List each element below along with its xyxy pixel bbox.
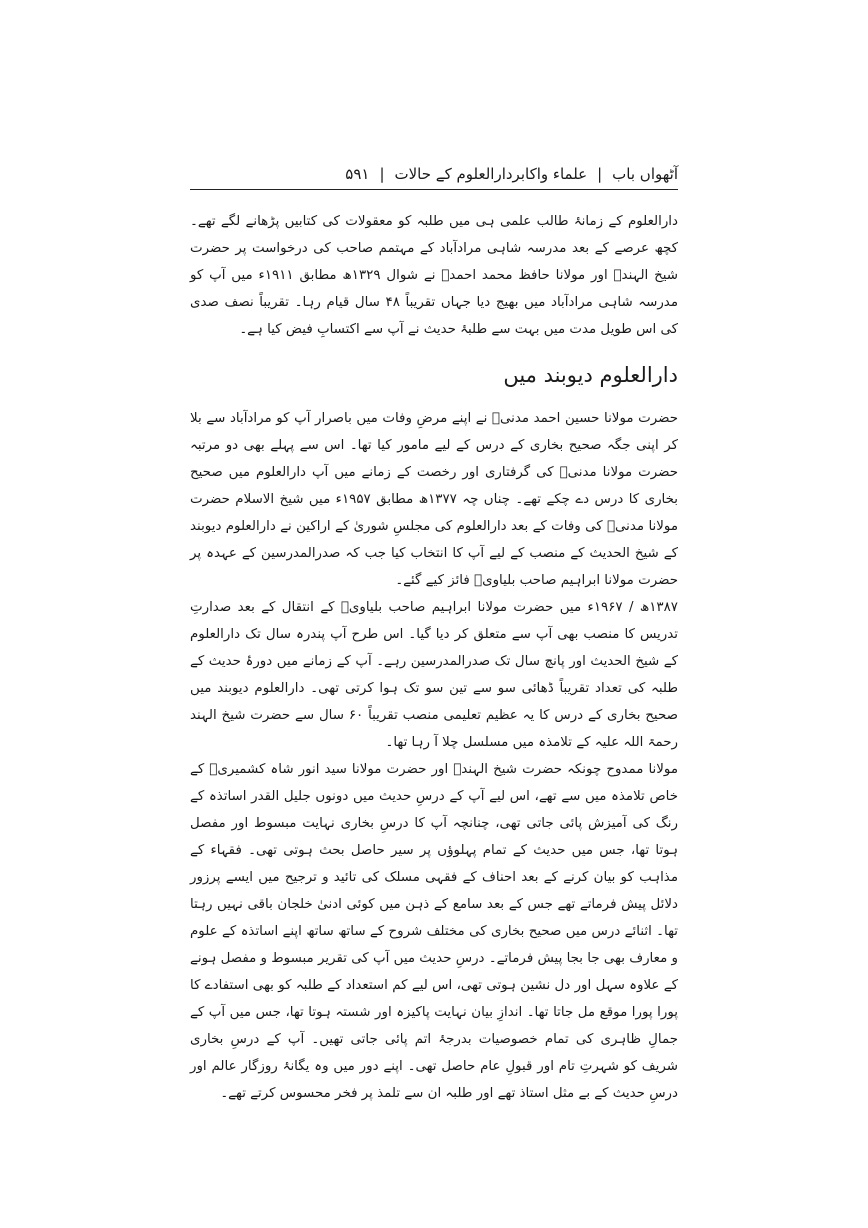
section-heading: دارالعلوم دیوبند میں: [503, 363, 678, 387]
page-body: [190, 208, 678, 1107]
paragraph-1: حضرت مولانا حسین احمد مدنیؒ نے اپنے مرضِ وفات میں باصرار آپ کو مرادآباد سے بلا کر اپنی جگہ صحیح بخاری کے درس کے لیے مامور کیا تھا۔ اس سے پہلے بھی دو مرتبہ حضرت مولانا مدنیؒ کی گرفتاری اور رخصت کے زمانے میں آپ دارالعلوم میں صحیح بخاری کا درس دے چکے تھے۔ چناں چہ ۱۳۷۷ھ مطابق ۱۹۵۷ء میں شیخ الاسلام حضرت مولانا مدنیؒ کی وفات کے بعد دارالعلوم کی مجلسِ شوریٰ کے اراکین نے دارالعلوم دیوبند کے شیخ الحدیث کے منصب کے لیے آپ کا انتخاب کیا جب کہ صدرالمدرسین کے عہدہ پر حضرت مولانا ابراہیم صاحب بلیاویؒ فائز کیے گئے۔: [190, 411, 678, 588]
running-header: [190, 148, 678, 184]
header-rule: [190, 189, 678, 190]
paragraph-3: مولانا ممدوح چونکہ حضرت شیخ الہندؒ اور حضرت مولانا سید انور شاہ کشمیریؒ کے خاص تلامذہ میں سے تھے، اس لیے آپ کے درسِ حدیث میں دونوں جلیل القدر اساتذہ کے رنگ کی آمیزش پائی جاتی تھی، چنانچہ آپ کا درسِ بخاری نہایت مبسوط اور مفصل ہوتا تھا، جس میں حدیث کے تمام پہلوؤں پر سیر حاصل بحث ہوتی تھی۔ فقہاء کے مذاہب کو بیان کرنے کے بعد احناف کے فقہی مسلک کی تائید و ترجیح میں ایسے پرزور دلائل پیش فرماتے تھے جس کے بعد سامع کے ذہن میں کوئی ادنیٰ خلجان باقی نہیں رہتا تھا۔ اثنائے درس میں صحیح بخاری کی مختلف شروح کے ساتھ ساتھ اپنے اساتذہ کے علوم و معارف بھی جا بجا پیش فرماتے۔ درسِ حدیث میں آپ کی تقریر مبسوط و مفصل ہونے کے علاوہ سہل اور دل نشین ہوتی تھی، اس لیے کم استعداد کے طلبہ کو بھی استفادے کا پورا پورا موقع مل جاتا تھا۔ اندازِ بیان نہایت پاکیزہ اور شستہ ہوتا تھا، جس میں آپ کے جمالِ ظاہری کی تمام خصوصیات بدرجۂ اتم پائی جاتی تھیں۔ آپ کے درسِ بخاری شریف کو شہرتِ تام اور قبولِ عام حاصل تھی۔ اپنے دور میں وہ یگانۂ روزگار عالم اور درسِ حدیث کے بے مثل استاذ تھے اور طلبہ ان سے تلمذ پر فخر محسوس کرتے تھے۔: [190, 762, 678, 1101]
paragraph-intro: دارالعلوم کے زمانۂ طالب علمی ہی میں طلبہ کو معقولات کی کتابیں پڑھانے لگے تھے۔ کچھ عرصے کے بعد مدرسہ شاہی مرادآباد کے مہتمم صاحب کی درخواست پر حضرت شیخ الہندؒ اور مولانا حافظ محمد احمدؒ نے شوال ۱۳۲۹ھ مطابق ۱۹۱۱ء میں آپ کو مدرسہ شاہی مرادآباد میں بھیج دیا جہاں تقریباً ۴۸ سال قیام رہا۔ تقریباً نصف صدی کی اس طویل مدت میں بہت سے طلبۂ حدیث نے آپ سے اکتسابِ فیض کیا ہے۔: [190, 214, 679, 337]
paragraph-2: ۱۳۸۷ھ / ۱۹۶۷ء میں حضرت مولانا ابراہیم صاحب بلیاویؒ کے انتقال کے بعد صدارتِ تدریس کا منصب بھی آپ سے متعلق کر دیا گیا۔ اس طرح آپ پندرہ سال تک دارالعلوم کے شیخ الحدیث اور پانچ سال تک صدرالمدرسین رہے۔ آپ کے زمانے میں دورۂ حدیث کے طلبہ کی تعداد تقریباً ڈھائی سو سے تین سو تک ہوا کرتی تھی۔ دارالعلوم دیوبند میں صحیح بخاری کے درس کا یہ عظیم تعلیمی منصب تقریباً ۶۰ سال سے حضرت شیخ الہند رحمۃ اللہ علیہ کے تلامذہ میں مسلسل چلا آ رہا تھا۔: [190, 600, 679, 750]
page-number: ۵۹۱: [345, 165, 370, 183]
header-separator-2: |: [379, 165, 385, 183]
chapter-title: علماء واکابردارالعلوم کے حالات: [394, 165, 588, 183]
header-separator: |: [597, 165, 603, 183]
chapter-label: آٹھواں باب: [612, 165, 678, 183]
